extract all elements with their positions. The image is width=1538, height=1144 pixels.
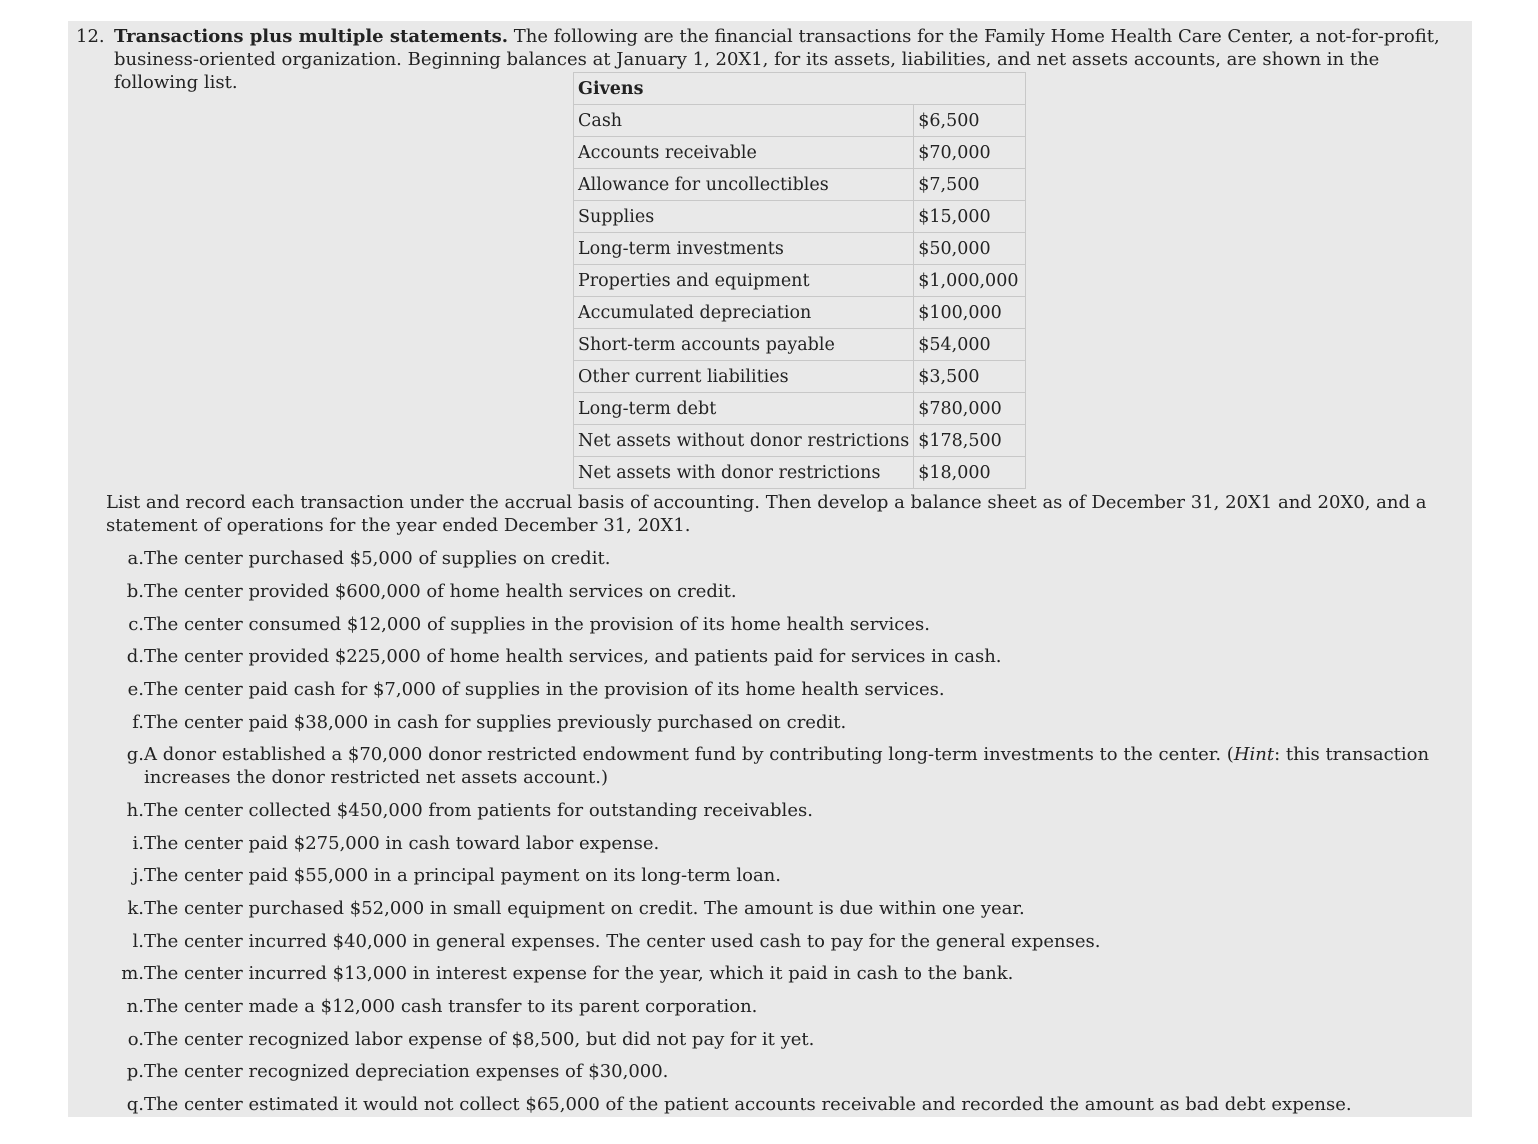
item-text: The center incurred $13,000 in interest expense for the year, which it paid in cash to the bank.	[144, 963, 1014, 984]
item-text: The center recognized labor expense of $8,500, but did not pay for it yet.	[144, 1029, 815, 1050]
item-marker: k.	[127, 898, 144, 919]
list-item	[68, 580, 1472, 603]
givens-label: Allowance for uncollectibles	[574, 169, 914, 201]
givens-table	[573, 72, 1026, 489]
item-text: The center collected $450,000 from patients for outstanding receivables.	[144, 800, 813, 821]
list-item	[68, 613, 1472, 636]
givens-row	[574, 137, 1026, 169]
item-marker: h.	[126, 800, 144, 821]
item-marker: e.	[127, 679, 144, 700]
givens-value: $780,000	[914, 393, 1026, 425]
item-text: The center made a $12,000 cash transfer to its parent corporation.	[144, 996, 758, 1017]
givens-label: Accumulated depreciation	[574, 297, 914, 329]
problem-number: 12.	[76, 26, 105, 47]
givens-value: $70,000	[914, 137, 1026, 169]
givens-label: Supplies	[574, 201, 914, 233]
item-marker: i.	[132, 833, 144, 854]
list-item	[68, 1093, 1472, 1116]
givens-label: Long-term debt	[574, 393, 914, 425]
givens-value: $3,500	[914, 361, 1026, 393]
givens-row	[574, 425, 1026, 457]
item-text: The center paid $275,000 in cash toward labor expense.	[144, 833, 660, 854]
list-item	[68, 678, 1472, 701]
item-text: The center purchased $52,000 in small equipment on credit. The amount is due within one year.	[144, 898, 1025, 919]
givens-label: Short-term accounts payable	[574, 329, 914, 361]
list-item	[68, 1028, 1472, 1051]
givens-header-row	[574, 73, 1026, 105]
item-text: The center incurred $40,000 in general expenses. The center used cash to pay for the general expenses.	[144, 931, 1101, 952]
givens-row	[574, 201, 1026, 233]
givens-label: Net assets with donor restrictions	[574, 457, 914, 489]
givens-label: Long-term investments	[574, 233, 914, 265]
item-marker: p.	[126, 1061, 144, 1082]
item-marker: n.	[126, 996, 144, 1017]
item-text: The center estimated it would not collect $65,000 of the patient accounts receivable and recorded the amount as bad debt expense.	[144, 1094, 1352, 1115]
list-item	[68, 743, 1472, 789]
givens-value: $100,000	[914, 297, 1026, 329]
item-text: The center paid $38,000 in cash for supplies previously purchased on credit.	[144, 712, 847, 733]
givens-row	[574, 393, 1026, 425]
list-item	[68, 930, 1472, 953]
givens-row	[574, 329, 1026, 361]
list-item	[68, 962, 1472, 985]
item-text	[144, 743, 1466, 789]
givens-row	[574, 457, 1026, 489]
givens-value: $6,500	[914, 105, 1026, 137]
list-item	[68, 799, 1472, 822]
list-item	[68, 645, 1472, 668]
item-marker: a.	[127, 548, 144, 569]
hint-label: Hint	[1233, 744, 1275, 765]
list-item	[68, 1060, 1472, 1083]
givens-label: Accounts receivable	[574, 137, 914, 169]
givens-row	[574, 169, 1026, 201]
givens-row	[574, 361, 1026, 393]
item-marker: o.	[127, 1029, 144, 1050]
problem-panel	[68, 21, 1472, 1117]
givens-value: $18,000	[914, 457, 1026, 489]
givens-value: $7,500	[914, 169, 1026, 201]
givens-value: $178,500	[914, 425, 1026, 457]
item-text: The center consumed $12,000 of supplies in the provision of its home health services.	[144, 614, 930, 635]
givens-row	[574, 265, 1026, 297]
item-text: The center provided $225,000 of home health services, and patients paid for services in cash.	[144, 646, 1002, 667]
givens-value: $54,000	[914, 329, 1026, 361]
givens-label: Other current liabilities	[574, 361, 914, 393]
list-item	[68, 832, 1472, 855]
item-text: The center purchased $5,000 of supplies on credit.	[144, 548, 611, 569]
item-marker: c.	[128, 614, 144, 635]
item-marker: g.	[126, 744, 144, 765]
problem-intro-text: The following are the financial transactions for the Family Home Health Care Center, a not-for-profit, business-oriented organization. Beginning balances at January 1, 20X1, for its assets, liabilities, and net assets accounts, are shown in the following list.	[114, 26, 1440, 93]
givens-label: Properties and equipment	[574, 265, 914, 297]
item-marker: b.	[126, 581, 144, 602]
givens-label: Cash	[574, 105, 914, 137]
list-item	[68, 547, 1472, 570]
givens-row	[574, 297, 1026, 329]
givens-row	[574, 233, 1026, 265]
givens-value: $50,000	[914, 233, 1026, 265]
list-item	[68, 711, 1472, 734]
item-marker: j.	[132, 865, 144, 886]
item-text: The center paid $55,000 in a principal payment on its long-term loan.	[144, 865, 781, 886]
givens-value: $1,000,000	[914, 265, 1026, 297]
item-text: The center recognized depreciation expenses of $30,000.	[144, 1061, 669, 1082]
item-text-before: A donor established a $70,000 donor restricted endowment fund by contributing long-term investments to the center. (	[144, 744, 1234, 765]
list-item	[68, 897, 1472, 920]
item-marker: l.	[132, 931, 144, 952]
item-text: The center provided $600,000 of home health services on credit.	[144, 581, 737, 602]
list-item	[68, 864, 1472, 887]
item-text-after: : this transaction increases the donor restricted net assets account.)	[144, 744, 1430, 788]
problem-title: Transactions plus multiple statements.	[114, 26, 509, 47]
givens-value: $15,000	[914, 201, 1026, 233]
item-marker: q.	[126, 1094, 144, 1115]
item-marker: m.	[121, 963, 144, 984]
givens-label: Net assets without donor restrictions	[574, 425, 914, 457]
instruction-text: List and record each transaction under the accrual basis of accounting. Then develop a balance sheet as of December 31, 20X1 and 20X0, and a statement of operations for the year ended December 31, 20X1.	[106, 492, 1427, 536]
givens-row	[574, 105, 1026, 137]
givens-header: Givens	[574, 73, 1026, 105]
item-marker: f.	[132, 712, 144, 733]
list-item	[68, 995, 1472, 1018]
item-text: The center paid cash for $7,000 of supplies in the provision of its home health services.	[144, 679, 945, 700]
item-marker: d.	[126, 646, 144, 667]
